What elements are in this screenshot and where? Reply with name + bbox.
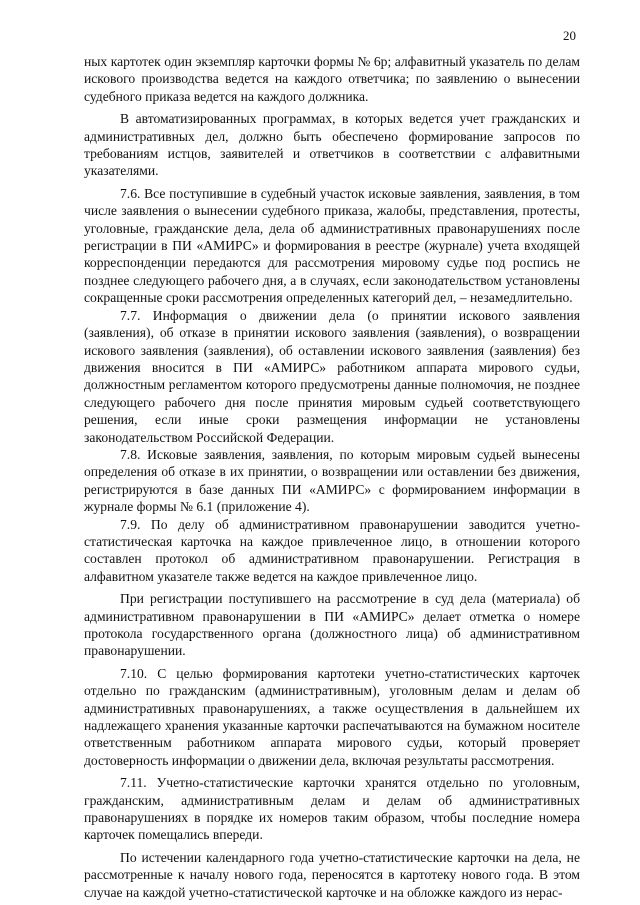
paragraph-7-11: 7.11. Учетно-статистические карточки хранятся отдельно по уголовным, гражданским, административным делам и делам об административных правонарушениях в порядке их номеров таким образом, чтобы последние номера карточек помещались впереди. — [84, 775, 580, 843]
paragraph-7-10: 7.10. С целью формирования картотеки учетно-статистических карточек отдельно по гражданским (административным), уголовным делам и делам об административных правонарушениях, а также осуществления в дальнейшем их надлежащего хранения указанные карточки распечатываются на бумажном носителе ответственным работником аппарата мирового судьи, который проверяет достоверность информации о движении дела, включая результаты рассмотрения. — [84, 665, 580, 768]
paragraph-7-7: 7.7. Информация о движении дела (о принятии искового заявления (заявления), об отказе в принятии искового заявления (заявления), о возвращении искового заявления (заявления), об оставлении искового заявления (заявления) без движения вносится в ПИ «АМИРС» работником аппарата мирового судьи, должностным регламентом которого предусмотрены данные полномочия, не позднее следующего рабочего дня после принятия мировым судьей соответствующего решения, если иные сроки размещения информации не установлены законодательством Российской Федерации. — [84, 307, 580, 445]
paragraph-automated-programs: В автоматизированных программах, в которых ведется учет гражданских и административных дел, должно быть обеспечено формирование запросов по требованиям истцов, заявителей и ответчиков в соответствии с алфавитными указателями. — [84, 111, 580, 179]
paragraph-year-end: По истечении календарного года учетно-статистические карточки на дела, не рассмотренные к началу нового года, переносятся в картотеку нового года. В этом случае на каждой учетно-статистической карточке и на обложке каждого из нерас- — [84, 849, 580, 900]
paragraph-7-6: 7.6. Все поступившие в судебный участок исковые заявления, заявления, в том числе заявления о вынесении судебного приказа, жалобы, представления, протесты, уголовные, гражданские дела, дела об административных правонарушениях после регистрации в ПИ «АМИРС» и формирования в реестре (журнале) учета входящей корреспонденции передаются для рассмотрения мировому судье под роспись не позднее следующего рабочего дня, а в случаях, если законодательством установлены сокращенные сроки рассмотрения определенных категорий дел, – незамедлительно. — [84, 185, 580, 306]
page-number: 20 — [563, 28, 576, 43]
page-content — [84, 53, 580, 901]
paragraph-continuation: ных картотек один экземпляр карточки формы № 6р; алфавитный указатель по делам искового производства ведется на каждого ответчика; по заявлению о вынесении судебного приказа ведется на каждого должника. — [84, 54, 580, 104]
paragraph-7-9: 7.9. По делу об административном правонарушении заводится учетно-статистическая карточка на каждое привлеченное лицо, в отношении которого составлен протокол об административном правонарушении. Регистрация в алфавитном указателе также ведется на каждое привлеченное лицо. — [84, 516, 580, 584]
paragraph-7-8: 7.8. Исковые заявления, заявления, по которым мировым судьей вынесены определения об отказе в их принятии, о возвращении или оставлении без движения, регистрируются в базе данных ПИ «АМИРС» с формированием информации в журнале формы № 6.1 (приложение 4). — [84, 446, 580, 515]
paragraph-protocol-registration: При регистрации поступившего на рассмотрение в суд дела (материала) об административном правонарушении в ПИ «АМИРС» делает отметка о номере протокола государственного органа (должностного лица) об административном правонарушении. — [84, 591, 580, 659]
